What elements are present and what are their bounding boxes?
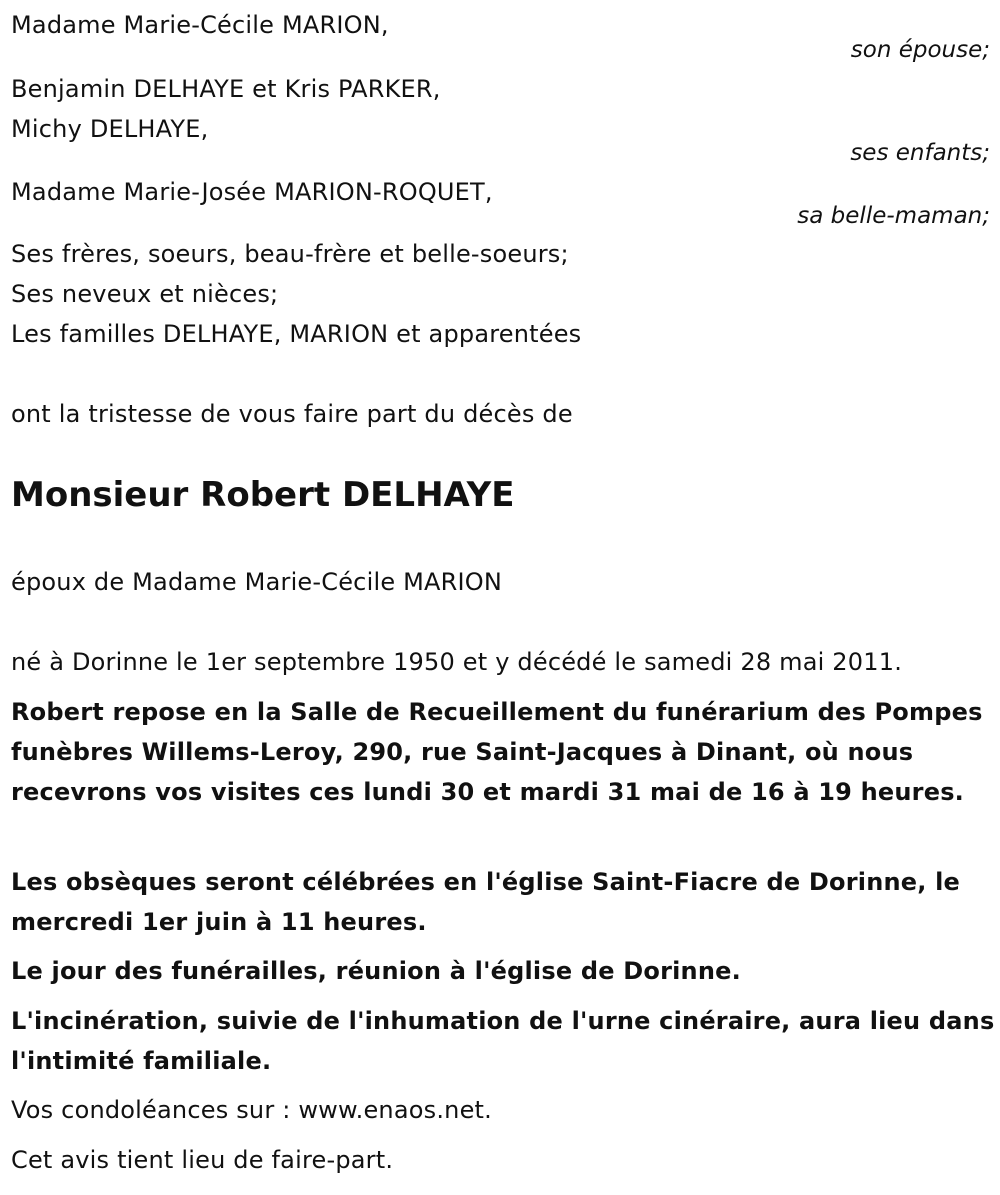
spouse-name: Madame Marie-Cécile MARION,	[11, 11, 389, 39]
cremation-paragraph: L'incinération, suivie de l'inhumation de l'urne cinéraire, aura lieu dans l'intimité familiale.	[11, 1007, 995, 1075]
condolences-line: Vos condoléances sur : www.enaos.net.	[11, 1096, 492, 1124]
spouse-of-line: époux de Madame Marie-Cécile MARION	[11, 568, 503, 596]
mother-in-law-role: sa belle-maman;	[797, 203, 990, 229]
children-role: ses enfants;	[850, 140, 990, 166]
nephews-line: Ses neveux et nièces;	[11, 280, 279, 308]
announcement: ont la tristesse de vous faire part du décès de	[11, 400, 573, 428]
child-name-1: Benjamin DELHAYE et Kris PARKER,	[11, 75, 441, 103]
child-name-2: Michy DELHAYE,	[11, 115, 209, 143]
meeting-paragraph: Le jour des funérailles, réunion à l'église de Dorinne.	[11, 957, 741, 985]
families-line: Les familles DELHAYE, MARION et apparentées	[11, 320, 582, 348]
mother-in-law-name: Madame Marie-Josée MARION-ROQUET,	[11, 178, 493, 206]
spouse-role: son épouse;	[850, 37, 990, 63]
siblings-line: Ses frères, soeurs, beau-frère et belle-soeurs;	[11, 240, 569, 268]
birth-death-line: né à Dorinne le 1er septembre 1950 et y décédé le samedi 28 mai 2011.	[11, 648, 903, 676]
notice-line: Cet avis tient lieu de faire-part.	[11, 1146, 394, 1174]
deceased-name: Monsieur Robert DELHAYE	[11, 475, 515, 515]
visitation-paragraph: Robert repose en la Salle de Recueillement du funérarium des Pompes funèbres Willems-Leroy, 290, rue Saint-Jacques à Dinant, où nous recevrons vos visites ces lundi 30 et mardi 31 mai de 16 à 19 heures.	[11, 698, 983, 806]
funeral-paragraph: Les obsèques seront célébrées en l'église Saint-Fiacre de Dorinne, le mercredi 1er juin à 11 heures.	[11, 868, 961, 936]
